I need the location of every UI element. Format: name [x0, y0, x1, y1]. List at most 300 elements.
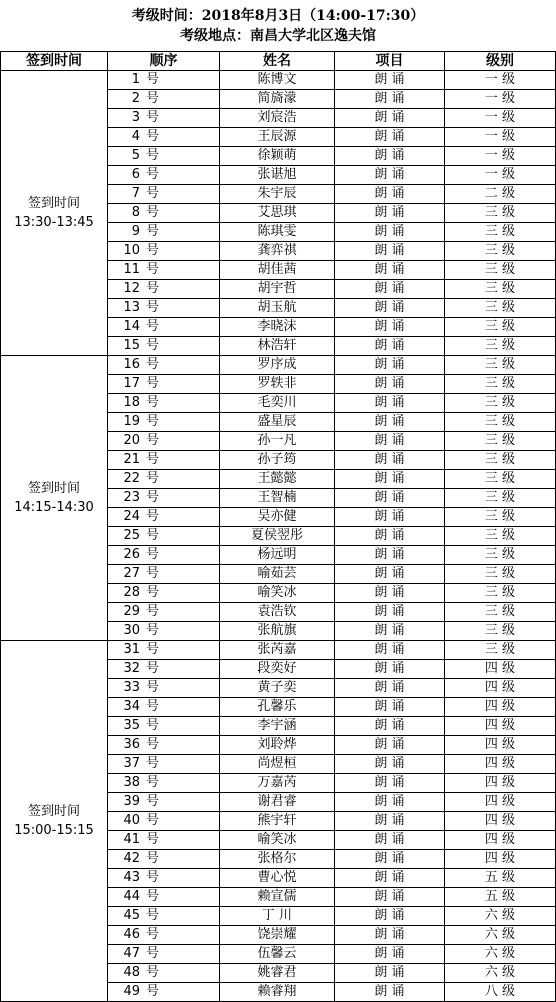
level-cell: 一 级 — [445, 166, 556, 185]
level-cell: 三 级 — [445, 603, 556, 622]
table-row — [1, 356, 556, 375]
order-number: 42 — [123, 851, 140, 866]
project-cell: 朗 诵 — [335, 546, 445, 565]
name-cell: 刘宸浩 — [220, 109, 335, 128]
order-suffix: 号 — [146, 965, 160, 980]
table-header-row — [1, 52, 556, 71]
order-cell — [108, 565, 220, 584]
level-cell: 三 级 — [445, 242, 556, 261]
order-number: 16 — [123, 357, 140, 372]
name-cell: 简旖濛 — [220, 90, 335, 109]
level-cell: 三 级 — [445, 375, 556, 394]
order-cell — [108, 185, 220, 204]
name-cell: 龚弈祺 — [220, 242, 335, 261]
checkin-session-label: 签到时间 — [27, 804, 80, 819]
order-number: 15 — [123, 338, 140, 353]
level-cell: 三 级 — [445, 413, 556, 432]
table-row — [1, 71, 556, 90]
name-cell: 黄子奕 — [220, 679, 335, 698]
order-number: 40 — [123, 813, 140, 828]
order-suffix: 号 — [146, 927, 160, 942]
level-cell: 三 级 — [445, 641, 556, 660]
name-cell: 刘聆烨 — [220, 736, 335, 755]
table-row — [1, 641, 556, 660]
order-cell — [108, 394, 220, 413]
project-cell: 朗 诵 — [335, 318, 445, 337]
order-cell — [108, 432, 220, 451]
order-suffix: 号 — [146, 775, 160, 790]
name-cell: 陈琪雯 — [220, 223, 335, 242]
level-cell: 四 级 — [445, 774, 556, 793]
order-number: 49 — [123, 984, 140, 999]
order-cell — [108, 812, 220, 831]
level-cell: 三 级 — [445, 508, 556, 527]
level-cell: 三 级 — [445, 204, 556, 223]
order-cell — [108, 489, 220, 508]
project-cell: 朗 诵 — [335, 603, 445, 622]
name-cell: 林浩轩 — [220, 337, 335, 356]
order-number: 33 — [123, 680, 140, 695]
name-cell: 陈博文 — [220, 71, 335, 90]
name-cell: 胡宇哲 — [220, 280, 335, 299]
order-cell — [108, 888, 220, 907]
order-suffix: 号 — [146, 433, 160, 448]
order-suffix: 号 — [146, 262, 160, 277]
order-number: 27 — [123, 566, 140, 581]
order-suffix: 号 — [146, 395, 160, 410]
order-number: 10 — [123, 243, 140, 258]
project-cell: 朗 诵 — [335, 71, 445, 90]
project-cell: 朗 诵 — [335, 280, 445, 299]
order-cell — [108, 147, 220, 166]
name-cell: 喻茹芸 — [220, 565, 335, 584]
project-cell: 朗 诵 — [335, 375, 445, 394]
level-cell: 三 级 — [445, 261, 556, 280]
order-cell — [108, 166, 220, 185]
order-suffix: 号 — [146, 756, 160, 771]
order-suffix: 号 — [146, 528, 160, 543]
order-suffix: 号 — [146, 718, 160, 733]
order-number: 13 — [123, 300, 140, 315]
order-number: 45 — [123, 908, 140, 923]
order-cell — [108, 926, 220, 945]
project-cell: 朗 诵 — [335, 394, 445, 413]
level-cell: 三 级 — [445, 546, 556, 565]
order-cell — [108, 679, 220, 698]
project-cell: 朗 诵 — [335, 679, 445, 698]
order-cell — [108, 603, 220, 622]
name-cell: 赖宣儒 — [220, 888, 335, 907]
name-cell: 熊宇轩 — [220, 812, 335, 831]
order-cell — [108, 907, 220, 926]
order-cell — [108, 299, 220, 318]
project-cell: 朗 诵 — [335, 489, 445, 508]
level-cell: 四 级 — [445, 831, 556, 850]
level-cell: 四 级 — [445, 793, 556, 812]
order-cell — [108, 584, 220, 603]
level-cell: 六 级 — [445, 926, 556, 945]
order-cell — [108, 128, 220, 147]
level-cell: 三 级 — [445, 451, 556, 470]
level-cell: 三 级 — [445, 223, 556, 242]
project-cell: 朗 诵 — [335, 90, 445, 109]
order-cell — [108, 698, 220, 717]
order-number: 17 — [123, 376, 140, 391]
level-cell: 一 级 — [445, 71, 556, 90]
project-cell: 朗 诵 — [335, 527, 445, 546]
level-cell: 八 级 — [445, 983, 556, 1002]
name-cell: 张格尔 — [220, 850, 335, 869]
project-cell: 朗 诵 — [335, 166, 445, 185]
checkin-session-label: 签到时间 — [27, 481, 80, 496]
order-suffix: 号 — [146, 224, 160, 239]
project-cell: 朗 诵 — [335, 470, 445, 489]
order-suffix: 号 — [146, 243, 160, 258]
project-cell: 朗 诵 — [335, 223, 445, 242]
order-suffix: 号 — [146, 889, 160, 904]
project-cell: 朗 诵 — [335, 698, 445, 717]
order-suffix: 号 — [146, 832, 160, 847]
name-cell: 李宇涵 — [220, 717, 335, 736]
project-cell: 朗 诵 — [335, 432, 445, 451]
name-cell: 张芮嘉 — [220, 641, 335, 660]
project-cell: 朗 诵 — [335, 242, 445, 261]
header-order: 顺序 — [108, 52, 220, 71]
order-suffix: 号 — [146, 167, 160, 182]
level-cell: 五 级 — [445, 888, 556, 907]
order-cell — [108, 451, 220, 470]
order-suffix: 号 — [146, 148, 160, 163]
order-cell — [108, 983, 220, 1002]
name-cell: 喻笑冰 — [220, 584, 335, 603]
level-cell: 一 级 — [445, 109, 556, 128]
order-number: 31 — [123, 642, 140, 657]
order-cell — [108, 356, 220, 375]
level-cell: 三 级 — [445, 280, 556, 299]
order-number: 38 — [123, 775, 140, 790]
order-cell — [108, 375, 220, 394]
checkin-session-time: 13:30-13:45 — [14, 215, 94, 230]
order-number: 5 — [131, 148, 140, 163]
order-number: 9 — [131, 224, 140, 239]
project-cell: 朗 诵 — [335, 337, 445, 356]
order-number: 43 — [123, 870, 140, 885]
order-number: 29 — [123, 604, 140, 619]
name-cell: 胡玉航 — [220, 299, 335, 318]
order-suffix: 号 — [146, 813, 160, 828]
order-number: 23 — [123, 490, 140, 505]
name-cell: 王智楠 — [220, 489, 335, 508]
order-number: 32 — [123, 661, 140, 676]
order-number: 41 — [123, 832, 140, 847]
project-cell: 朗 诵 — [335, 888, 445, 907]
order-cell — [108, 774, 220, 793]
project-cell: 朗 诵 — [335, 147, 445, 166]
level-cell: 六 级 — [445, 907, 556, 926]
checkin-session-label: 签到时间 — [27, 196, 80, 211]
order-suffix: 号 — [146, 604, 160, 619]
project-cell: 朗 诵 — [335, 774, 445, 793]
project-cell: 朗 诵 — [335, 185, 445, 204]
level-cell: 三 级 — [445, 565, 556, 584]
order-number: 18 — [123, 395, 140, 410]
order-suffix: 号 — [146, 376, 160, 391]
order-cell — [108, 223, 220, 242]
project-cell: 朗 诵 — [335, 109, 445, 128]
level-cell: 四 级 — [445, 812, 556, 831]
name-cell: 徐颖萌 — [220, 147, 335, 166]
order-number: 12 — [123, 281, 140, 296]
order-cell — [108, 964, 220, 983]
name-cell: 万嘉芮 — [220, 774, 335, 793]
level-cell: 四 级 — [445, 717, 556, 736]
order-suffix: 号 — [146, 129, 160, 144]
order-suffix: 号 — [146, 566, 160, 581]
order-number: 24 — [123, 509, 140, 524]
header-project: 项目 — [335, 52, 445, 71]
name-cell: 曹心悦 — [220, 869, 335, 888]
level-cell: 三 级 — [445, 394, 556, 413]
checkin-session-cell — [1, 356, 108, 641]
name-cell: 罗轶非 — [220, 375, 335, 394]
order-suffix: 号 — [146, 186, 160, 201]
order-suffix: 号 — [146, 72, 160, 87]
level-cell: 六 级 — [445, 945, 556, 964]
project-cell: 朗 诵 — [335, 622, 445, 641]
level-cell: 三 级 — [445, 337, 556, 356]
order-number: 44 — [123, 889, 140, 904]
level-cell: 四 级 — [445, 850, 556, 869]
header-checkin-time: 签到时间 — [1, 52, 108, 71]
order-number: 4 — [131, 129, 140, 144]
name-cell: 李晓沫 — [220, 318, 335, 337]
level-cell: 二 级 — [445, 185, 556, 204]
project-cell: 朗 诵 — [335, 204, 445, 223]
order-number: 37 — [123, 756, 140, 771]
order-suffix: 号 — [146, 661, 160, 676]
order-suffix: 号 — [146, 452, 160, 467]
order-cell — [108, 71, 220, 90]
order-number: 28 — [123, 585, 140, 600]
name-cell: 丁 川 — [220, 907, 335, 926]
name-cell: 袁浩钦 — [220, 603, 335, 622]
project-cell: 朗 诵 — [335, 907, 445, 926]
order-cell — [108, 945, 220, 964]
order-cell — [108, 242, 220, 261]
project-cell: 朗 诵 — [335, 128, 445, 147]
order-suffix: 号 — [146, 699, 160, 714]
order-cell — [108, 641, 220, 660]
level-cell: 六 级 — [445, 964, 556, 983]
order-cell — [108, 204, 220, 223]
project-cell: 朗 诵 — [335, 831, 445, 850]
order-suffix: 号 — [146, 205, 160, 220]
order-number: 22 — [123, 471, 140, 486]
order-cell — [108, 90, 220, 109]
order-number: 25 — [123, 528, 140, 543]
order-number: 7 — [131, 186, 140, 201]
project-cell: 朗 诵 — [335, 717, 445, 736]
order-suffix: 号 — [146, 471, 160, 486]
project-cell: 朗 诵 — [335, 565, 445, 584]
order-cell — [108, 717, 220, 736]
name-cell: 尚煜桓 — [220, 755, 335, 774]
level-cell: 三 级 — [445, 622, 556, 641]
order-number: 21 — [123, 452, 140, 467]
order-suffix: 号 — [146, 794, 160, 809]
order-suffix: 号 — [146, 737, 160, 752]
roster-body — [1, 71, 556, 1002]
order-cell — [108, 470, 220, 489]
order-number: 26 — [123, 547, 140, 562]
project-cell: 朗 诵 — [335, 983, 445, 1002]
order-cell — [108, 755, 220, 774]
order-number: 39 — [123, 794, 140, 809]
name-cell: 伍馨云 — [220, 945, 335, 964]
order-suffix: 号 — [146, 490, 160, 505]
order-suffix: 号 — [146, 281, 160, 296]
order-number: 48 — [123, 965, 140, 980]
project-cell: 朗 诵 — [335, 793, 445, 812]
order-suffix: 号 — [146, 851, 160, 866]
level-cell: 一 级 — [445, 147, 556, 166]
exam-time-title: 考级时间：2018年8月3日（14:00-17:30） — [131, 8, 425, 24]
header-name: 姓名 — [220, 52, 335, 71]
project-cell: 朗 诵 — [335, 508, 445, 527]
order-number: 19 — [123, 414, 140, 429]
order-cell — [108, 831, 220, 850]
order-number: 20 — [123, 433, 140, 448]
order-suffix: 号 — [146, 91, 160, 106]
exam-location-title: 考级地点：南昌大学北区逸夫馆 — [180, 28, 376, 44]
level-cell: 一 级 — [445, 90, 556, 109]
order-number: 46 — [123, 927, 140, 942]
level-cell: 三 级 — [445, 584, 556, 603]
order-suffix: 号 — [146, 509, 160, 524]
project-cell: 朗 诵 — [335, 584, 445, 603]
order-number: 2 — [131, 91, 140, 106]
name-cell: 夏侯翌彤 — [220, 527, 335, 546]
project-cell: 朗 诵 — [335, 356, 445, 375]
order-number: 30 — [123, 623, 140, 638]
project-cell: 朗 诵 — [335, 451, 445, 470]
order-cell — [108, 736, 220, 755]
project-cell: 朗 诵 — [335, 945, 445, 964]
order-suffix: 号 — [146, 357, 160, 372]
project-cell: 朗 诵 — [335, 926, 445, 945]
name-cell: 饶崇耀 — [220, 926, 335, 945]
order-cell — [108, 318, 220, 337]
level-cell: 四 级 — [445, 755, 556, 774]
checkin-session-cell — [1, 641, 108, 1002]
level-cell: 三 级 — [445, 318, 556, 337]
order-cell — [108, 869, 220, 888]
level-cell: 四 级 — [445, 736, 556, 755]
name-cell: 罗序成 — [220, 356, 335, 375]
order-suffix: 号 — [146, 680, 160, 695]
name-cell: 朱宇辰 — [220, 185, 335, 204]
order-suffix: 号 — [146, 110, 160, 125]
order-cell — [108, 261, 220, 280]
project-cell: 朗 诵 — [335, 755, 445, 774]
level-cell: 四 级 — [445, 698, 556, 717]
name-cell: 喻笑冰 — [220, 831, 335, 850]
level-cell: 三 级 — [445, 527, 556, 546]
level-cell: 三 级 — [445, 489, 556, 508]
order-suffix: 号 — [146, 908, 160, 923]
project-cell: 朗 诵 — [335, 261, 445, 280]
project-cell: 朗 诵 — [335, 812, 445, 831]
order-suffix: 号 — [146, 300, 160, 315]
order-number: 6 — [131, 167, 140, 182]
name-cell: 杨远明 — [220, 546, 335, 565]
order-suffix: 号 — [146, 585, 160, 600]
checkin-session-time: 15:00-15:15 — [14, 823, 94, 838]
level-cell: 四 级 — [445, 660, 556, 679]
order-suffix: 号 — [146, 946, 160, 961]
checkin-session-cell — [1, 71, 108, 356]
order-cell — [108, 413, 220, 432]
project-cell: 朗 诵 — [335, 299, 445, 318]
header-level: 级别 — [445, 52, 556, 71]
project-cell: 朗 诵 — [335, 641, 445, 660]
order-number: 14 — [123, 319, 140, 334]
order-suffix: 号 — [146, 338, 160, 353]
order-cell — [108, 337, 220, 356]
name-cell: 张航旗 — [220, 622, 335, 641]
order-suffix: 号 — [146, 984, 160, 999]
order-number: 34 — [123, 699, 140, 714]
name-cell: 谢君睿 — [220, 793, 335, 812]
order-cell — [108, 280, 220, 299]
project-cell: 朗 诵 — [335, 869, 445, 888]
order-number: 36 — [123, 737, 140, 752]
order-number: 1 — [131, 72, 140, 87]
level-cell: 三 级 — [445, 299, 556, 318]
order-number: 3 — [131, 110, 140, 125]
name-cell: 王懿懿 — [220, 470, 335, 489]
order-number: 35 — [123, 718, 140, 733]
project-cell: 朗 诵 — [335, 413, 445, 432]
level-cell: 四 级 — [445, 679, 556, 698]
order-cell — [108, 546, 220, 565]
level-cell: 五 级 — [445, 869, 556, 888]
level-cell: 三 级 — [445, 470, 556, 489]
name-cell: 姚睿君 — [220, 964, 335, 983]
order-suffix: 号 — [146, 319, 160, 334]
order-cell — [108, 622, 220, 641]
name-cell: 毛奕川 — [220, 394, 335, 413]
order-cell — [108, 660, 220, 679]
name-cell: 吴亦健 — [220, 508, 335, 527]
project-cell: 朗 诵 — [335, 736, 445, 755]
order-number: 8 — [131, 205, 140, 220]
name-cell: 段奕好 — [220, 660, 335, 679]
checkin-session-time: 14:15-14:30 — [14, 500, 94, 515]
order-suffix: 号 — [146, 623, 160, 638]
name-cell: 王辰源 — [220, 128, 335, 147]
order-number: 11 — [123, 262, 140, 277]
order-cell — [108, 793, 220, 812]
name-cell: 艾思琪 — [220, 204, 335, 223]
name-cell: 胡佳茜 — [220, 261, 335, 280]
order-cell — [108, 527, 220, 546]
order-cell — [108, 109, 220, 128]
project-cell: 朗 诵 — [335, 660, 445, 679]
project-cell: 朗 诵 — [335, 850, 445, 869]
name-cell: 孙一凡 — [220, 432, 335, 451]
project-cell: 朗 诵 — [335, 964, 445, 983]
